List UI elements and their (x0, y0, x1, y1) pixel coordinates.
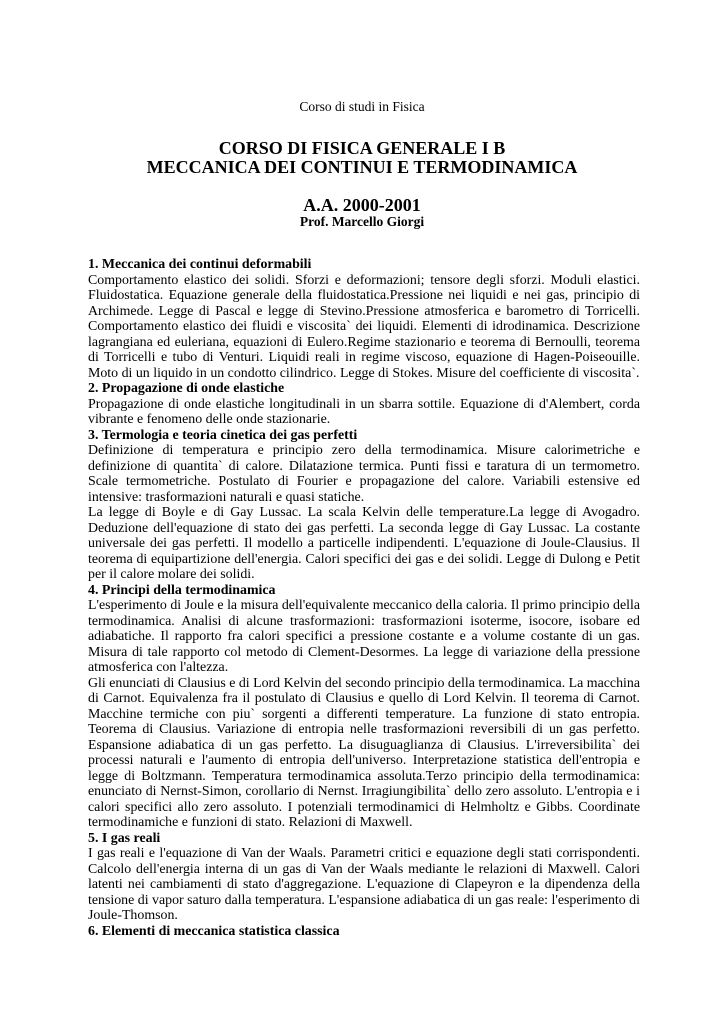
section-paragraph: La legge di Boyle e di Gay Lussac. La scala Kelvin delle temperature.La legge di Avogadro. Deduzione dell'equazione di stato dei gas perfetti. La seconda legge di Gay Lussac. La costante universale dei gas perfetti. Il modello a particelle indipendenti. L'equazione di Joule-Clausius. Il teorema di equipartizione dell'energia. Calori specifici dei gas e dei solidi. Legge di Dulong e Petit per il calore molare dei solidi. (88, 505, 640, 582)
section-6 (88, 924, 640, 940)
section-paragraph: L'esperimento di Joule e la misura dell'equivalente meccanico della caloria. Il primo principio della termodinamica. Analisi di alcune trasformazioni: trasformazioni isoterme, isocore, isobare ed adiabatiche. Il rapporto fra calori specifici a pressione costante e a volume costante di un gas. Misura di tale rapporto col metodo di Clement-Desormes. La legge di variazione della pressione atmosferica con l'altezza. (88, 598, 640, 675)
academic-year: A.A. 2000-2001 (303, 195, 421, 215)
section-2 (88, 381, 640, 428)
title-line-2: MECCANICA DEI CONTINUI E TERMODINAMICA (146, 157, 578, 177)
section-heading: 3. Termologia e teoria cinetica dei gas perfetti (88, 427, 358, 443)
section-4 (88, 583, 640, 831)
section-5 (88, 831, 640, 924)
document-title (0, 139, 724, 177)
section-paragraph: Propagazione di onde elastiche longitudinali in un sbarra sottile. Equazione di d'Alembert, corda vibrante e fenomeno delle onde stazionarie. (88, 396, 640, 427)
section-heading: 5. I gas reali (88, 830, 161, 846)
section-3 (88, 428, 640, 583)
section-paragraph: Gli enunciati di Clausius e di Lord Kelvin del secondo principio della termodinamica. La macchina di Carnot. Equivalenza fra il postulato di Clausius e quello di Lord Kelvin. Il teorema di Carnot. Macchine termiche con piu` sorgenti a differenti temperature. La funzione di stato entropia. Teorema di Clausius. Variazione di entropia nelle trasformazioni reversibili di un gas perfetto. Espansione adiabatica di un gas perfetto. La disuguaglianza di Clausius. L'irreversibilita` dei processi naturali e l'aumento di entropia dell'universo. Interpretazione statistica dell'entropia e legge di Boltzmann. Temperatura termodinamica assoluta.Terzo principio della termodinamica: enunciato di Nernst-Simon, corollario di Nernst. Irragiungibilita` dello zero assoluto. L'entropia e i calori specifici allo zero assoluto. I potenziali termodinamici di Helmholtz e Gibbs. Coordinate termodinamiche e funzioni di stato. Relazioni di Maxwell. (88, 675, 640, 830)
section-paragraph: Comportamento elastico dei solidi. Sforzi e deformazioni; tensore degli sforzi. Moduli elastici. Fluidostatica. Equazione generale della fluidostatica.Pressione nei liquidi e nei gas, principio di Archimede. Legge di Pascal e legge di Stevino.Pressione atmosferica e barometro di Torricelli. Comportamento elastico dei fluidi e viscosita` dei liquidi. Elementi di idrodinamica. Descrizione lagrangiana ed euleriana, equazioni di Eulero.Regime stazionario e teorema di Bernoulli, teorema di Torricelli e tubo di Venturi. Liquidi reali in regime viscoso, equazione di Hagen-Poiseouille. Moto di un liquido in un condotto cilindrico. Legge di Stokes. Misure del coefficiente di viscosita`. (88, 272, 640, 381)
title-line-1: CORSO DI FISICA GENERALE I B (218, 138, 506, 158)
section-paragraph: I gas reali e l'equazione di Van der Waals. Parametri critici e equazione degli stati corrispondenti. Calcolo dell'energia interna di un gas di Van der Waals mediante le relazioni di Maxwell. Calori latenti nei cambiamenti di stato d'aggregazione. L'equazione di Clapeyron e la dipendenza della tensione di vapor saturo dalla temperatura. L'espansione adiabatica di un gas reale: l'esperimento di Joule-Thomson. (88, 846, 640, 923)
course-line: Corso di studi in Fisica (299, 99, 425, 114)
section-heading: 1. Meccanica dei continui deformabili (88, 257, 312, 272)
section-heading: 6. Elementi di meccanica statistica classica (88, 923, 340, 939)
professor-name: Prof. Marcello Giorgi (299, 214, 425, 229)
section-paragraph: Definizione di temperatura e principio zero della termodinamica. Misure calorimetriche e definizione di quantita` di calore. Dilatazione termica. Punti fissi e taratura di un termometro. Scale termometriche. Postulato di Fourier e propagazione del calore. Variabili estensive ed intensive: trasformazioni naturali e quasi statiche. (88, 443, 640, 505)
section-heading: 4. Principi della termodinamica (88, 582, 276, 598)
section-1 (88, 257, 640, 381)
section-heading: 2. Propagazione di onde elastiche (88, 381, 285, 396)
syllabus-content (88, 257, 640, 939)
